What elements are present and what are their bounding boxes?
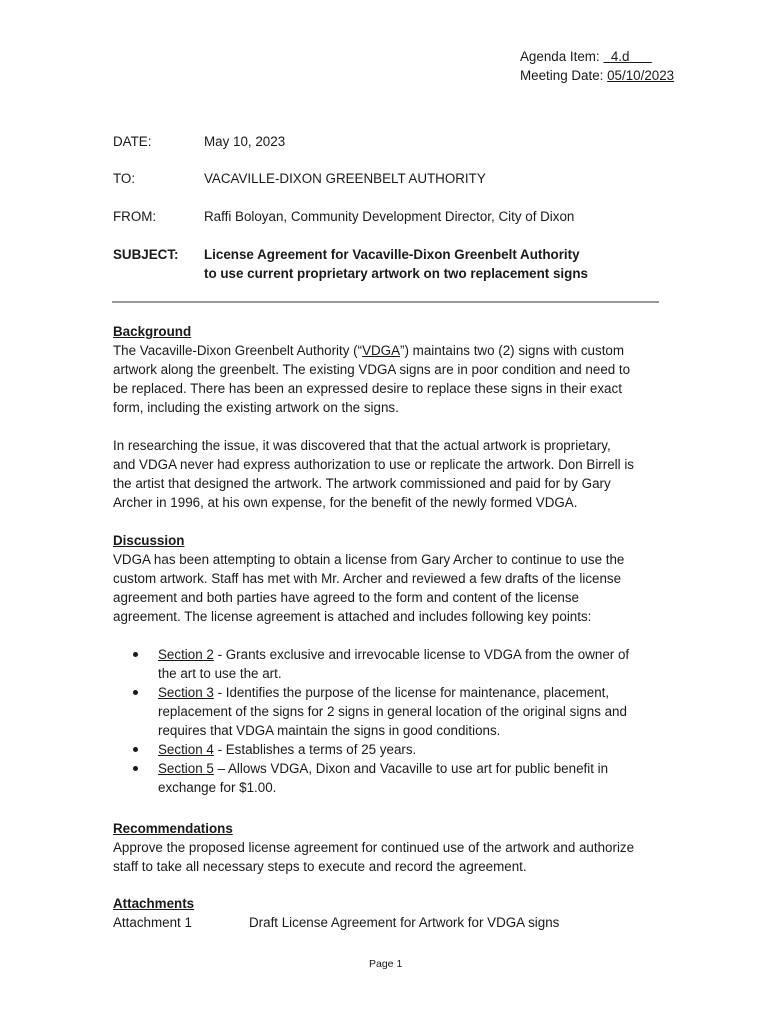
agenda-item-line: [520, 47, 652, 66]
background-p2-line-3: the artist that designed the artwork. The artwork commissioned and paid for by Gary: [113, 476, 611, 491]
discussion-p1-line-4: agreement. The license agreement is attached and includes following key points:: [113, 609, 592, 624]
vdga-term: VDGA: [362, 343, 401, 358]
subject-label: SUBJECT:: [113, 247, 179, 262]
background-p1-line-2: artwork along the greenbelt. The existing VDGA signs are in poor condition and need to: [113, 362, 631, 377]
attachments-section: [113, 894, 194, 913]
background-p2: [113, 436, 634, 512]
attachment-1-title: Draft License Agreement for Artwork for VDGA signs: [249, 915, 560, 930]
background-p1-line-1: The Vacaville-Dixon Greenbelt Authority (“VDGA”) maintains two (2) signs with custom: [113, 343, 625, 358]
meeting-date-label: Meeting Date:: [520, 68, 604, 83]
from-value: Raffi Boloyan, Community Development Director, City of Dixon: [204, 209, 575, 224]
background-p1-line-3: be replaced. There has been an expressed desire to replace these signs in their exact: [113, 381, 622, 396]
meeting-date-value: 05/10/2023: [607, 68, 675, 83]
recommendations-heading: Recommendations: [113, 821, 233, 836]
section-5-reference: Section 5: [158, 761, 214, 776]
bullet-icon: [133, 766, 138, 771]
discussion-p1-line-2: custom artwork. Staff has met with Mr. Archer and reviewed a few drafts of the license: [113, 571, 622, 586]
meeting-date-line: [520, 66, 674, 85]
section-3-reference: Section 3: [158, 685, 214, 700]
background-p2-line-1: In researching the issue, it was discovered that that the actual artwork is proprietary,: [113, 438, 611, 453]
background-p1-line-4: form, including the existing artwork on the signs.: [113, 400, 399, 415]
to-value: VACAVILLE-DIXON GREENBELT AUTHORITY: [204, 171, 486, 186]
background-section: [113, 322, 630, 417]
background-p2-line-2: and VDGA never had express authorization to use or replicate the artwork. Don Birrell is: [113, 457, 635, 472]
date-value: May 10, 2023: [204, 134, 286, 149]
background-p2-line-4: Archer in 1996, at his own expense, for the benefit of the newly formed VDGA.: [113, 495, 578, 510]
page-number: Page 1: [369, 958, 403, 970]
section-4-reference: Section 4: [158, 742, 214, 757]
bullet-icon: [133, 747, 138, 752]
list-item: Section 4 - Establishes a terms of 25 years.: [133, 740, 629, 759]
bullet-icon: [133, 690, 138, 695]
discussion-p1-line-1: VDGA has been attempting to obtain a license from Gary Archer to continue to use the: [113, 552, 625, 567]
subject-line-1: License Agreement for Vacaville-Dixon Greenbelt Authority: [204, 247, 580, 262]
attachment-1-label: Attachment 1: [113, 915, 192, 930]
key-points-list: [133, 645, 629, 797]
discussion-p1-line-3: agreement and both parties have agreed to the form and content of the license: [113, 590, 580, 605]
section-2-reference: Section 2: [158, 647, 214, 662]
list-item: Section 2 - Grants exclusive and irrevocable license to VDGA from the owner of the art to use the art.: [133, 645, 629, 683]
recommendations-line-2: staff to take all necessary steps to execute and record the agreement.: [113, 859, 527, 874]
list-item: Section 5 – Allows VDGA, Dixon and Vacaville to use art for public benefit in exchange for $1.00.: [133, 759, 629, 797]
agenda-item-label: Agenda Item:: [520, 49, 600, 64]
list-item: Section 3 - Identifies the purpose of the license for maintenance, placement, replacement of the signs for 2 signs in general location of the original signs and requires that VDGA maintain the signs in good conditions.: [133, 683, 629, 740]
background-heading: Background: [113, 324, 192, 339]
recommendations-section: [113, 819, 634, 876]
date-label: DATE:: [113, 134, 152, 149]
to-label: TO:: [113, 171, 136, 186]
horizontal-divider: [112, 301, 659, 303]
discussion-heading: Discussion: [113, 533, 185, 548]
bullet-icon: [133, 652, 138, 657]
agenda-item-value: 4.d: [610, 49, 630, 64]
from-label: FROM:: [113, 209, 157, 224]
recommendations-line-1: Approve the proposed license agreement for continued use of the artwork and authorize: [113, 840, 635, 855]
discussion-section: [113, 531, 624, 626]
subject-line-2: to use current proprietary artwork on two replacement signs: [204, 266, 588, 281]
attachments-heading: Attachments: [113, 896, 195, 911]
